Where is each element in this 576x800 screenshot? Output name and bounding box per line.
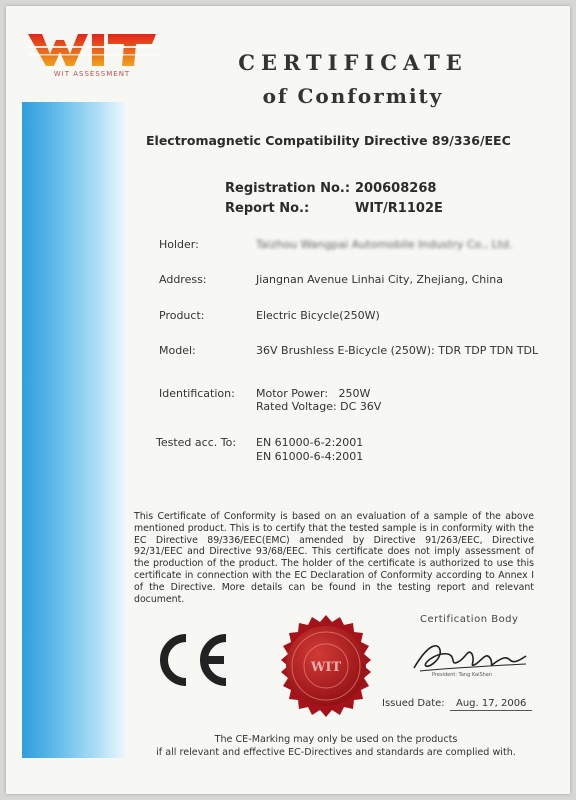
registration-number: 200608268 [355, 181, 437, 196]
motor-power-value: Motor Power: 250W [256, 387, 371, 400]
model-value: 36V Brushless E-Bicycle (250W): TDR TDP TDN TDL [256, 344, 539, 357]
certification-body-label: Certification Body [420, 614, 519, 625]
registration-label: Registration No.: [225, 181, 351, 196]
report-number: WIT/R1102E [355, 201, 443, 216]
product-label: Product: [159, 309, 205, 322]
certificate-statement: This Certificate of Conformity is based on an evaluation of a sample of the above mentioned product. This is to certify that the tested sample is in conformity with the EC Directive 89/336/EEC(EMC) amended by Directive 91/263/EEC, Directive 92/31/EEC and Directive 93/68/EEC. This certificate does not imply assessment of the production of the product. The holder of the certificate is authorized to use this certificate in connection with the EC Declaration of Conformity according to Annex I of the Directive. More details can be found in the testing report and relevant document. [134, 511, 534, 605]
holder-value: Taizhou Wangpai Automobile Industry Co., Ltd. [256, 238, 513, 251]
president-caption: President: Tang KaiShan [432, 672, 493, 678]
certificate-subtitle: of Conformity [262, 84, 444, 108]
wit-seal-icon [274, 614, 378, 722]
identification-label: Identification: [159, 387, 235, 400]
issued-date-value: Aug. 17, 2006 [450, 698, 532, 711]
footer-line-2: if all relevant and effective EC-Directives and standards are complied with. [156, 747, 516, 758]
logo-caption: WIT ASSESSMENT [53, 70, 131, 78]
standard-2-value: EN 61000-6-4:2001 [256, 450, 364, 463]
ce-mark-icon [152, 632, 232, 692]
seal-text: WIT [310, 660, 342, 675]
model-label: Model: [159, 344, 196, 357]
certificate-page [6, 6, 570, 794]
rated-voltage-value: Rated Voltage: DC 36V [256, 400, 382, 413]
decorative-blue-band [22, 102, 126, 758]
certificate-title: CERTIFICATE [238, 50, 468, 75]
footer-line-1: The CE-Marking may only be used on the products [214, 734, 458, 745]
address-value: Jiangnan Avenue Linhai City, Zhejiang, China [256, 273, 504, 286]
address-label: Address: [159, 273, 207, 286]
product-value: Electric Bicycle(250W) [256, 309, 380, 322]
holder-label: Holder: [159, 238, 199, 251]
report-label: Report No.: [225, 201, 310, 216]
issued-date-label: Issued Date: [382, 698, 445, 709]
standard-1-value: EN 61000-6-2:2001 [256, 436, 364, 449]
tested-label: Tested acc. To: [156, 436, 237, 449]
directive-heading: Electromagnetic Compatibility Directive 89/336/EEC [146, 133, 511, 148]
